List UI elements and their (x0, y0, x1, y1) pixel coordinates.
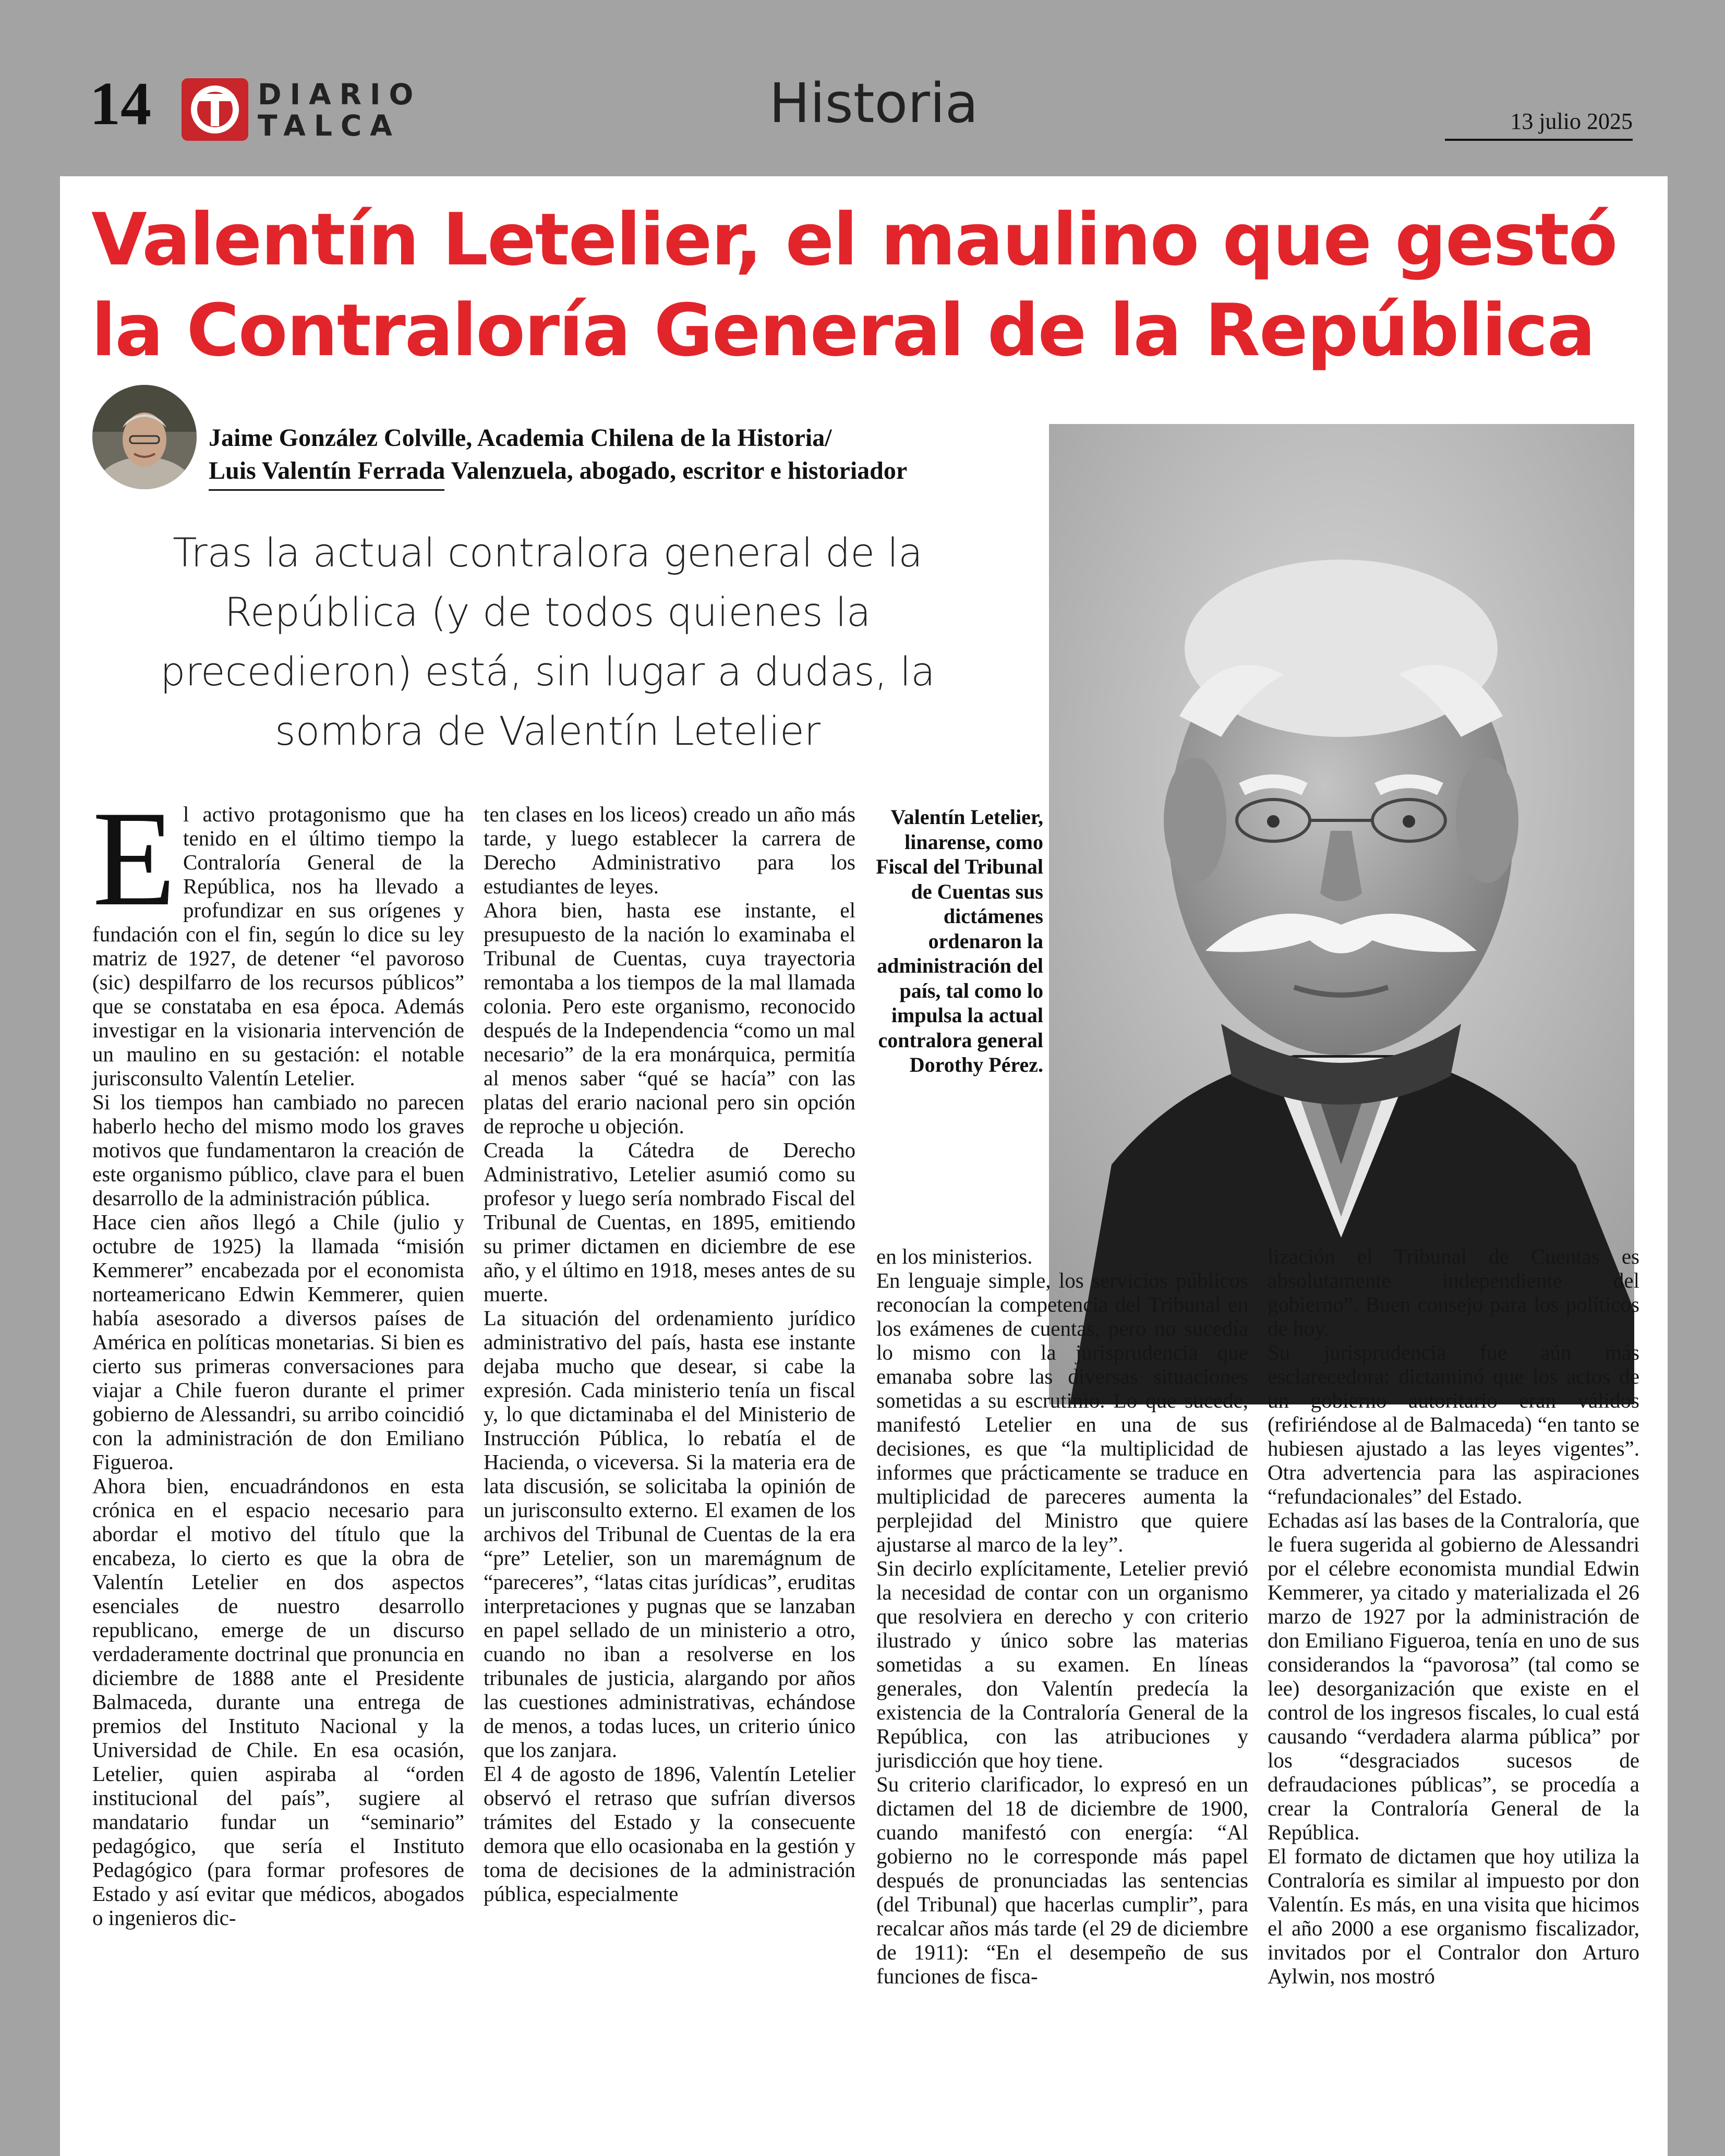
drop-cap: E (92, 783, 176, 934)
diario-talca-logo[interactable] (182, 78, 422, 143)
paragraph: Su jurisprudencia fue aún más esclarecedora: dictaminó que los actos de un gobierno autoritario eran válidos (refiriéndose al de Balmaceda) “en tanto se hubiesen ajustado a las leyes vigentes”. Otra advertencia para las aspiraciones “refundacionales” del Estado. (1268, 1340, 1639, 1508)
article-lead: Tras la actual contralora general de la República (y de todos quienes la precedieron) está, sin lugar a dudas, la sombra de Valentín Letelier (160, 529, 935, 754)
paragraph: El formato de dictamen que hoy utiliza la Contraloría es similar al impuesto por don Valentín. Es más, en una visita que hicimos el año 2000 a ese organismo fiscalizador, invitados por el Contralor don Arturo Aylwin, nos mostró (1268, 1844, 1639, 1988)
paragraph: ten clases en los liceos) creado un año más tarde, y luego establecer la carrera de Derecho Administrativo para los estudiantes de leyes. (484, 802, 855, 898)
author-line-1: Jaime González Colville, Academia Chilena de la Historia/ (209, 424, 832, 452)
date-underline (1445, 139, 1633, 141)
paragraph: Su criterio clarificador, lo expresó en un dictamen del 18 de diciembre de 1900, cuando manifestó con energía: “Al gobierno no le corresponde más papel después de pronunciadas las sentencias (del Tribunal) que hacerlas cumplir”, para recalcar años más tarde (el 29 de diciembre de 1911): “En el desempeño de sus funciones de fisca- (876, 1772, 1248, 1988)
logo-text-talca: TALCA (258, 109, 401, 142)
paragraph: Ahora bien, encuadrándonos en esta crónica en el espacio necesario para abordar el motivo del título que la encabeza, lo cierto es que la obra de Valentín Letelier en dos aspectos esenciales de nuestro desarrollo republicano, emerge de un discurso verdaderamente doctrinal que pronuncia en diciembre de 1888 ante el Presidente Balmaceda, durante una entrega de premios del Instituto Nacional y la Universidad de Chile. En esa ocasión, Letelier, quien aspiraba al “orden institucional del país”, sugiere al mandatario fundar un “seminario” pedagógico, que sería el Instituto Pedagógico (para formar profesores de Estado y así evitar que médicos, abogados o ingenieros dic- (92, 1474, 464, 1930)
author-byline (209, 421, 1043, 487)
article-column-4 (1268, 1244, 1639, 1988)
paragraph: Si los tiempos han cambiado no parecen haberlo hecho del mismo modo los graves motivos que fundamentaron la creación de este organismo público, clave para el buen desarrollo de la administración pública. (92, 1090, 464, 1210)
paragraph: Sin decirlo explícitamente, Letelier previó la necesidad de contar con un organismo que resolviera en derecho y con criterio ilustrado y único sobre las materias sometidas a su examen. En líneas generales, don Valentín predecía la existencia de la Contraloría General de la República, con las atribuciones y jurisdicción que hoy tiene. (876, 1556, 1248, 1772)
article-page (60, 176, 1668, 2156)
paragraph: Creada la Cátedra de Derecho Administrativo, Letelier asumió como su profesor y luego sería nombrado Fiscal del Tribunal de Cuentas, en 1895, emitiendo su primer dictamen en diciembre de ese año, y el último en 1918, meses antes de su muerte. (484, 1138, 855, 1306)
issue-date: 13 julio 2025 (1510, 108, 1633, 134)
section-title: Historia (769, 71, 979, 135)
paragraph: El 4 de agosto de 1896, Valentín Letelier observó el retraso que sufrían diversos trámites del Estado y la consecuente demora que ello ocasionaba en la gestión y toma de decisiones de la administración pública, especialmente (484, 1762, 855, 1906)
headline-line-1: Valentín Letelier, el maulino que gestó (91, 198, 1617, 282)
photo-caption: Valentín Letelier, linarense, como Fiscal del Tribunal de Cuentas sus dictámenes ordenaron la administración del país, tal como lo impulsa la actual contralora general Dorothy Pérez. (876, 805, 1043, 1076)
author-avatar (92, 385, 197, 489)
headline-line-2: la Contraloría General de la República (91, 288, 1595, 372)
page-number: 14 (90, 69, 151, 138)
article-column-1 (92, 783, 464, 1930)
paragraph: lización el Tribunal de Cuentas es absolutamente independiente del gobierno”. Buen consejo para los políticos de hoy. (1268, 1244, 1639, 1340)
headline (91, 195, 1656, 376)
paragraph: Ahora bien, hasta ese instante, el presupuesto de la nación lo examinaba el Tribunal de Cuentas, cuya trayectoria remontaba a los tiempos de la mal llamada colonia. Pero este organismo, reconocido después de la Independencia “como un mal necesario” de la era monárquica, permitía al menos saber “qué se hacía” con las platas del erario nacional pero sin opción de reproche u objeción. (484, 898, 855, 1138)
paragraph: Echadas así las bases de la Contraloría, que le fuera sugerida al gobierno de Alessandri por el célebre economista mundial Edwin Kemmerer, ya citado y materializada el 26 marzo de 1927 por la administración de don Emiliano Figueroa, tenía en uno de sus considerandos la “pavorosa” (tal como se lee) desorganización que existe en el control de los ingresos fiscales, lo cual está causando “verdadera alarma pública” por los “desgraciados sucesos de defraudaciones públicas”, se procedía a crear la Contraloría General de la República. (1268, 1508, 1639, 1844)
article-column-3 (876, 1244, 1248, 1988)
byline-underline (209, 489, 444, 491)
paragraph: en los ministerios. (876, 1244, 1033, 1268)
logo-text-diario: DIARIO (258, 78, 422, 111)
paragraph: En lenguaje simple, los servicios públicos reconocían la competencia del Tribunal en los exámenes de cuentas, pero no sucedía lo mismo con la jurisprudencia que emanaba sobre las diversas situaciones sometidas a su escrutinio. Lo que sucede, manifestó Letelier en una de sus decisiones, es que “la multiplicidad de informes que prácticamente se traduce en multiplicidad de pareceres aumenta la perplejidad del Ministro que quiere ajustarse al marco de la ley”. (876, 1268, 1248, 1556)
paragraph-text: l activo protagonismo que ha tenido en el último tiempo la Contraloría General de la República, nos ha llevado a profundizar en sus orígenes y fundación con el fin, según lo dice su ley matriz de 1927, de detener “el pavoroso (sic) despilfarro de los recursos públicos” que se constataba en esa época. Además investigar en la visionaria intervención de un maulino en su gestación: el notable jurisconsulto Valentín Letelier. (92, 802, 464, 1090)
paragraph: La situación del ordenamiento jurídico administrativo del país, hasta ese instante dejaba mucho que desear, si cabe la expresión. Cada ministerio tenía un fiscal y, lo que dictaminaba el del Ministerio de Instrucción Pública, lo rebatía el de Hacienda, o viceversa. Si la materia era de lata discusión, se solicitaba la opinión de un jurisconsulto externo. El examen de los archivos del Tribunal de Cuentas de la era “pre” Letelier, son un maremágnum de “pareceres”, “latas citas jurídicas”, eruditas interpretaciones y pugnas que se lanzaban en papel sellado de un ministerio a otro, cuando no iban a resolverse en los tribunales de justicia, alargando por años las cuestiones administrativas, echándose de menos, a todas luces, un criterio único que los zanjara. (484, 1306, 855, 1762)
masthead (0, 0, 1725, 172)
paragraph: Hace cien años llegó a Chile (julio y octubre de 1925) la llamada “misión Kemmerer” encabezada por el economista norteamericano Edwin Kemmerer, quien había asesorado a diversos países de América en políticas monetarias. Si bien es cierto sus primeras conversaciones para viajar a Chile fueron durante el primer gobierno de Alessandri, su arribo coincidió con la administración de don Emiliano Figueroa. (92, 1210, 464, 1474)
paragraph (92, 783, 464, 1090)
logo-mark-icon (182, 78, 248, 141)
author-line-2: Luis Valentín Ferrada Valenzuela, abogado, escritor e historiador (209, 457, 908, 485)
article-column-2 (484, 802, 855, 1906)
